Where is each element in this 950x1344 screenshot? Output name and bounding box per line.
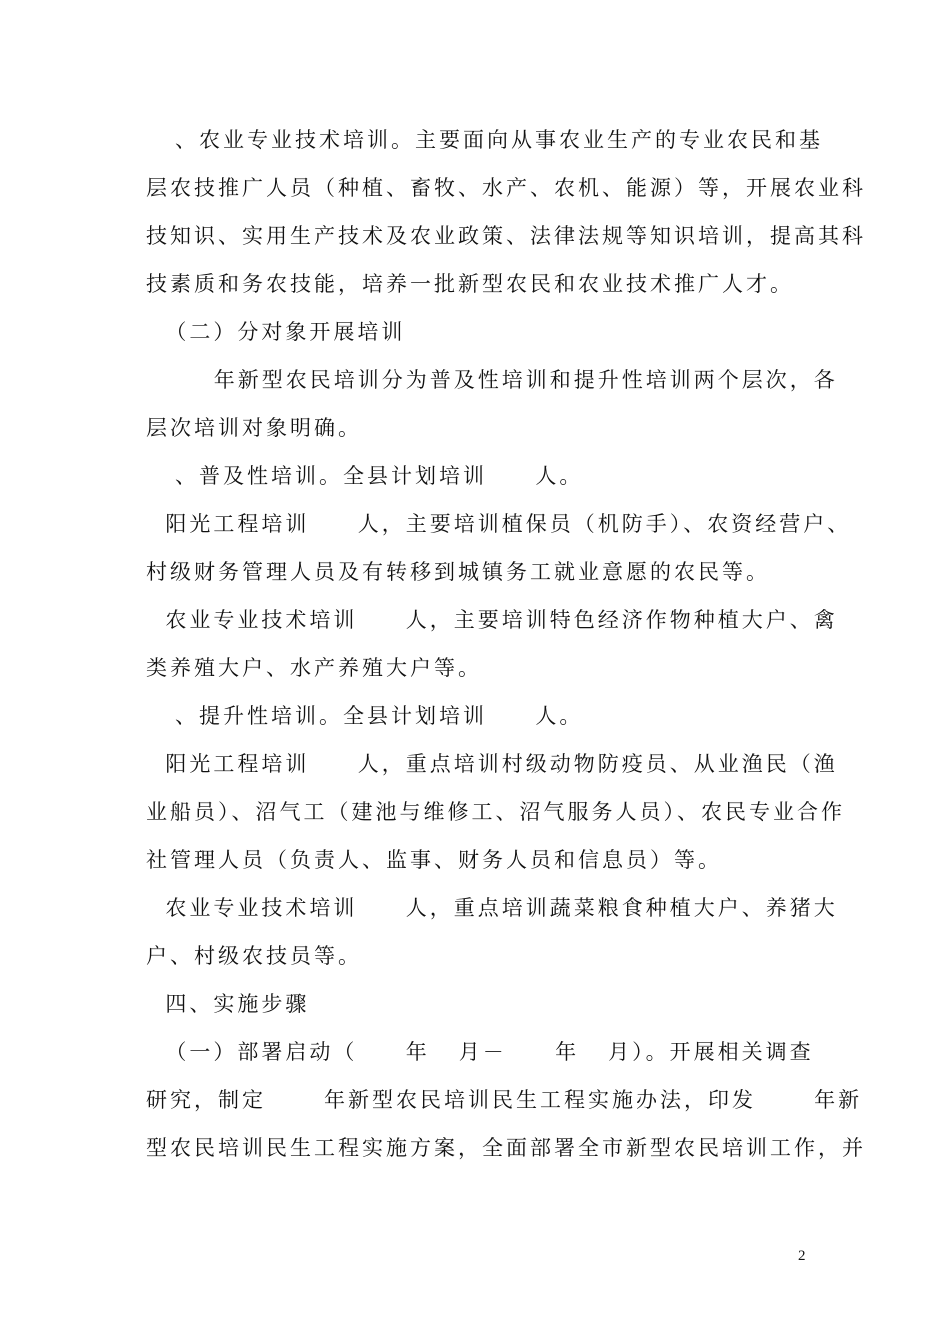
text-line: 阳光工程培训 人，主要培训植保员（机防手）、农资经营户、 (146, 512, 852, 536)
text-line: 农业专业技术培训 人，主要培训特色经济作物种植大户、禽 (146, 608, 838, 632)
text-line: 层次培训对象明确。 (146, 416, 362, 440)
section-heading: 四、实施步骤 (146, 992, 310, 1016)
text-line: 村级财务管理人员及有转移到城镇务工就业意愿的农民等。 (146, 560, 770, 584)
text-line: 社管理人员（负责人、监事、财务人员和信息员）等。 (146, 848, 722, 872)
text-line: 型农民培训民生工程实施方案，全面部署全市新型农民培训工作，并 (146, 1136, 866, 1160)
text-line: 技知识、实用生产技术及农业政策、法律法规等知识培训，提高其科 (146, 224, 866, 248)
text-line: （一）部署启动（ 年 月－ 年 月）。开展相关调查 (146, 1040, 814, 1064)
text-line: 类养殖大户、水产养殖大户等。 (146, 656, 482, 680)
text-line: 研究，制定 年新型农民培训民生工程实施办法，印发 年新 (146, 1088, 863, 1112)
text-line: 农业专业技术培训 人，重点培训蔬菜粮食种植大户、养猪大 (146, 896, 838, 920)
section-heading: （二）分对象开展培训 (146, 320, 406, 344)
text-line: 户、村级农技员等。 (146, 944, 362, 968)
page-number: 2 (798, 1248, 806, 1264)
text-line: 技素质和务农技能，培养一批新型农民和农业技术推广人才。 (146, 272, 794, 296)
text-line: 层农技推广人员（种植、畜牧、水产、农机、能源）等，开展农业科 (146, 176, 866, 200)
text-line: 、普及性培训。全县计划培训 人。 (146, 464, 584, 488)
text-line: 年新型农民培训分为普及性培训和提升性培训两个层次，各 (146, 368, 838, 392)
text-line: 阳光工程培训 人，重点培训村级动物防疫员、从业渔民（渔 (146, 752, 838, 776)
text-line: 、提升性培训。全县计划培训 人。 (146, 704, 584, 728)
text-line: 、农业专业技术培训。主要面向从事农业生产的专业农民和基 (146, 128, 824, 152)
text-line: 业船员）、沼气工（建池与维修工、沼气服务人员）、农民专业合作 (146, 800, 845, 824)
